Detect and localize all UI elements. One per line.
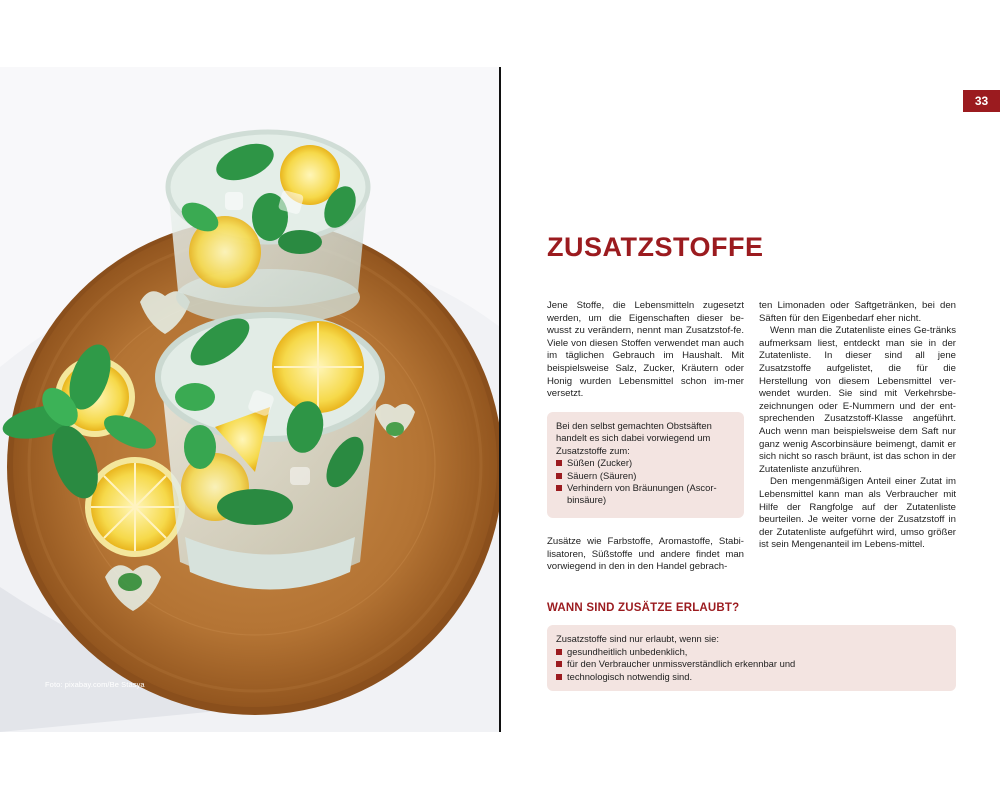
article-photo [0,67,500,732]
list-item [556,457,734,469]
info-box-allowed-additives [547,625,956,691]
list-item [556,646,946,659]
list-item-text: Süßen (Zucker) [567,457,633,469]
list-item [556,470,734,482]
section-subheading: WANN SIND ZUSÄTZE ERLAUBT? [547,602,740,614]
bullet-square-icon [556,473,562,479]
page-number: 33 [963,90,1000,112]
bullet-square-icon [556,661,562,667]
paragraph: Den mengenmäßigen Anteil einer Zutat im Lebensmittel kann man als Verbraucher mit Hilfe der Rangfolge auf der Zutatenliste beurteilen. Je weiter vorne der Zusatzstoff in der Zutatenliste aufgeführt wird, umso größer ist sein Mengenanteil im Lebens-mittel. [759,476,956,551]
list-item-text: gesundheitlich unbedenklich, [567,645,688,657]
list-item [556,482,734,507]
info-box-homemade-juices [547,412,744,518]
list-item-text: technologisch notwendig sind. [567,670,693,682]
paragraph: ten Limonaden oder Saftgetränken, bei den Säften für den Eigenbedarf eher nicht. [759,300,956,324]
paragraph: Jene Stoffe, die Lebensmitteln zugesetzt werden, um die Eigenschaften dieser be-wusst zu verändern, nennt man Zusatzstof-fe. Viele von diesen Stoffen verwendet man auch im täglichen Gebrauch im Haushalt. Mit beispielsweise Salz, Zucker, Kräutern oder Honig wurden Lebensmittel schon im-mer versetzt. [547,300,744,400]
bullet-square-icon [556,674,562,680]
info-box-list [556,457,734,507]
text-column-right [759,300,956,552]
list-item [556,671,946,684]
glass-icon [168,132,368,325]
photo-illustration [0,67,500,732]
photo-credit: Foto: pixabay.com/Be Stasya [45,680,145,689]
article-title: ZUSATZSTOFFE [547,232,764,262]
list-item-text: Säuern (Säuren) [567,469,637,481]
info-box-list [556,646,946,684]
list-item [556,658,946,671]
text-column-left-bottom [547,536,744,574]
paragraph: Wenn man die Zutatenliste eines Ge-tränks aufmerksam liest, entdeckt man sie in der Zutatenliste. In dieser sind all jene Zusatzstoffe aufgelistet, die für die Herstellung von diesem Lebensmittel ver-wendet wurden. Sie sind mit Verkehrsbe-zeichnungen oder E-Nummern und der ent-sprechenden Zusatzstoff-Klasse angeführt. Auch wenn man beispielsweise dem Saft nur ganz wenig Ascorbinsäure beimengt, damit er sich nicht so rasch bräunt, ist das schon in der Zutatenliste anzuführen. [759,325,956,475]
bullet-square-icon [556,485,562,491]
paragraph: Zusätze wie Farbstoffe, Aromastoffe, Stabi-lisatoren, Süßstoffe und andere findet man vorwiegend in den in den Handel gebrach- [547,536,744,573]
glass-icon [158,309,382,589]
info-box-intro: Bei den selbst gemachten Obstsäften handelt es sich dabei vorwiegend um Zusatzstoffe zum: [556,420,712,456]
list-item-text: für den Verbraucher unmissverständlich erkennbar und [567,658,796,670]
list-item-text: Verhindern von Bräunungen (Ascor-binsäure) [567,482,717,506]
page-divider [499,67,501,732]
info-box-intro: Zusatzstoffe sind nur erlaubt, wenn sie: [556,633,719,644]
bullet-square-icon [556,460,562,466]
text-column-left-top [547,300,744,401]
bullet-square-icon [556,649,562,655]
